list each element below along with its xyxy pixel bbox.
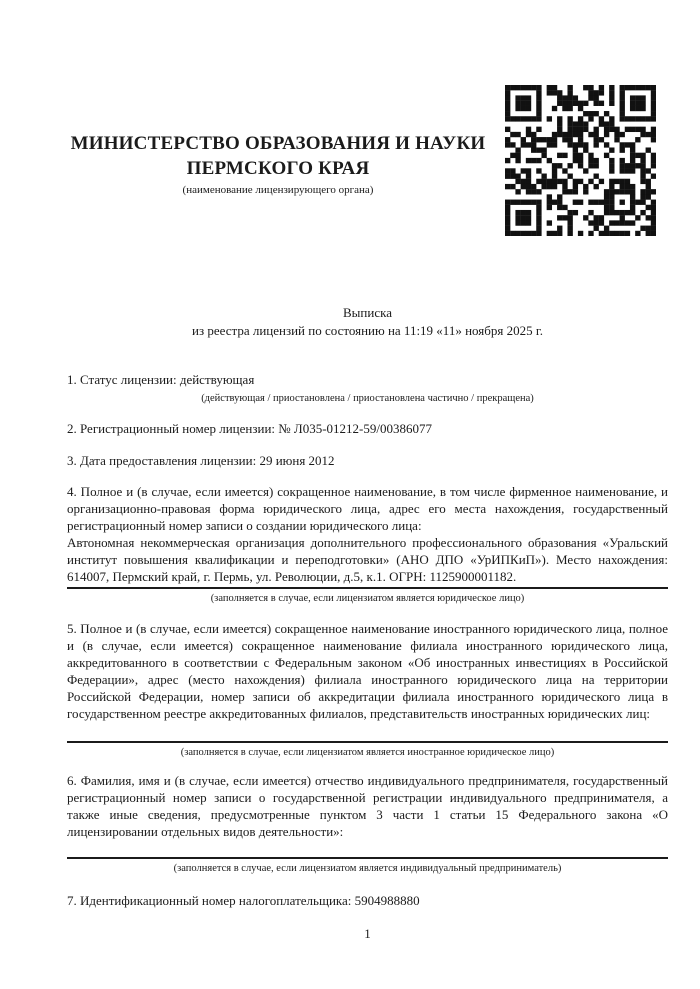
field-legal-entity xyxy=(67,483,668,605)
field-individual-entrepreneur-label: 6. Фамилия, имя и (в случае, если имеется) отчество индивидуального предпринимателя, государственный регистрационный номер записи о государственной регистрации индивидуального предпринимателя, а также иные сведения, предусмотренные пунктом 3 части 1 статьи 15 Федерального закона «О лицензировании отдельных видов деятельности»: xyxy=(67,773,668,839)
document-title-line2: из реестра лицензий по состоянию на 11:19 «11» ноября 2025 г. xyxy=(192,322,543,338)
page-number: 1 xyxy=(364,926,371,941)
field-legal-entity-value: Автономная некоммерческая организация дополнительного профессионального образования «Уральский институт повышения квалификации и переподготовки» (АНО ДПО «УрИПКиП»). Место нахождения: 614007, Пермский край, г. Пермь, ул. Революции, д.5, к.1. ОГРН: 1125900001182. xyxy=(67,535,668,584)
field-foreign-entity xyxy=(67,620,668,759)
field-license-status-note: (действующая / приостановлена / приостановлена частично / прекращена) xyxy=(201,393,534,404)
document-title xyxy=(67,304,668,339)
field-foreign-entity-label: 5. Полное и (в случае, если имеется) сокращенное наименование иностранного юридического лица, полное и (в случае, если имеется) сокращенное наименование филиала иностранного юридического лица, аккредитованного в соответствии с Федеральным законом «Об иностранных инвестициях в Российской Федерации», адрес (место нахождения) филиала иностранного юридического лица на территории Российской Федерации, номер записи об аккредитации филиала иностранного юридического лица в государственном реестре аккредитованных филиалов, представительств иностранных юридических лиц: xyxy=(67,621,668,721)
field-taxpayer-number: 7. Идентификационный номер налогоплательщика: 5904988880 xyxy=(67,893,420,908)
fill-line xyxy=(67,741,668,743)
field-foreign-entity-note: (заполняется в случае, если лицензиатом является иностранное юридическое лицо) xyxy=(180,747,555,758)
fill-line xyxy=(67,587,668,589)
field-grant-date: 3. Дата предоставления лицензии: 29 июня 2012 xyxy=(67,453,335,468)
field-legal-entity-label: 4. Полное и (в случае, если имеется) сокращенное наименование, в том числе фирменное наименование, и организационно-правовая форма юридического лица, адрес его места нахождения, государственный регистрационный номер записи о создании юридического лица: xyxy=(67,484,668,533)
field-license-status: 1. Статус лицензии: действующая xyxy=(67,372,255,387)
licensing-authority-header xyxy=(50,131,506,197)
field-individual-entrepreneur-note: (заполняется в случае, если лицензиатом является индивидуальный предприниматель) xyxy=(173,863,562,874)
qr-code-icon xyxy=(505,85,656,236)
field-registration-number: 2. Регистрационный номер лицензии: № Л035-01212-59/00386077 xyxy=(67,421,433,436)
ministry-name-line2: ПЕРМСКОГО КРАЯ xyxy=(186,158,370,179)
field-individual-entrepreneur xyxy=(67,772,668,875)
document-title-line1: Выписка xyxy=(343,305,392,320)
ministry-caption: (наименование лицензирующего органа) xyxy=(182,184,374,196)
field-legal-entity-note: (заполняется в случае, если лицензиатом является юридическое лицо) xyxy=(210,593,525,604)
fill-line xyxy=(67,857,668,859)
ministry-name-line1: МИНИСТЕРСТВО ОБРАЗОВАНИЯ И НАУКИ xyxy=(70,133,486,154)
